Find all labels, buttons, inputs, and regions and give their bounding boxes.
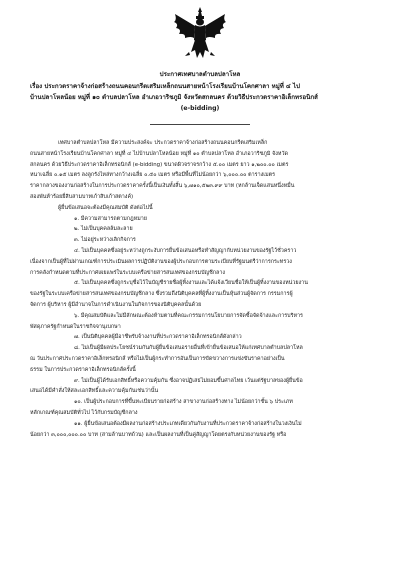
qualification-item: ๔. ไม่เป็นบุคคลซึ่งอยู่ระหว่างถูกระงับการยื่นข้อเสนอหรือทำสัญญากับหน่วยงานของรัฐไว้ชั่วคราว — [74, 247, 297, 254]
qualification-item: ๖. มีคุณสมบัติและไม่มีลักษณะต้องห้ามตามที่คณะกรรมการนโยบายการจัดซื้อจัดจ้างและการบริหาร — [74, 312, 303, 319]
qualification-item: ๒. ไม่เป็นบุคคลล้มละลาย — [74, 226, 133, 233]
body-line: การคลังกำหนดตามที่ประกาศเผยแพร่ในระบบเครือข่ายสารสนเทศของกรมบัญชีกลาง — [30, 269, 225, 276]
announcement-body — [30, 138, 372, 440]
subject-line: (e-bidding) — [180, 105, 220, 112]
body-line: ธรรม ในการประกวดราคาอิเล็กทรอนิกส์ครั้งนี้ — [30, 366, 136, 373]
body-line: สองพันห้าร้อยยี่สิบสามบาทเก้าสิบเก้าสตางค์) — [30, 193, 134, 200]
page-title: ประกาศเทศบาลตำบลปลาโหล — [159, 71, 241, 78]
garuda-emblem-icon — [171, 6, 229, 62]
body-line: เทศบาลตำบลปลาโหล มีความประสงค์จะ ประกวดราคาจ้างก่อสร้างถนนคอนกรีตเสริมเหล็ก — [58, 140, 268, 146]
qualification-item: ๗. เป็นนิติบุคคลผู้มีอาชีพรับจ้างงานที่ประกวดราคาอิเล็กทรอนิกส์ดังกล่าว — [74, 334, 242, 341]
body-line: หลักเกณฑ์คุณสมบัติทั่วไป ไว้กับกรมบัญชีกลาง — [30, 409, 138, 416]
body-line: เนื่องจากเป็นผู้ที่ไม่ผ่านเกณฑ์การประเมินผลการปฏิบัติงานของผู้ประกอบการตามระเบียบที่รัฐมนตรีว่าการกระทรวง — [30, 258, 292, 265]
qualification-item: ๓. ไม่อยู่ระหว่างเลิกกิจการ — [74, 237, 136, 244]
body-line: ณ วันประกาศประกวดราคาอิเล็กทรอนิกส์ หรือไม่เป็นผู้กระทำการอันเป็นการขัดขวางการแข่งขันราคาอย่างเป็น — [30, 355, 285, 362]
body-line: หนาเฉลี่ย ๐.๑๕ เมตร ลงลูกรังไหล่ทางกว้างเฉลี่ย ๐.๕๐ เมตร หรือมีพื้นที่ไม่น้อยกว่า ๖,๐๐๐.๐๐ ตารางเมตร — [30, 172, 276, 179]
body-line: เสนอได้มีคำสั่งให้สละเอกสิทธิ์และความคุ้มกันเช่นว่านั้น — [30, 388, 159, 395]
body-line: น้อยกว่า ๓,๐๐๐,๐๐๐.๐๐ บาท (สามล้านบาทถ้วน) และเป็นผลงานที่เป็นคู่สัญญาโดยตรงกับหน่วยงานของรัฐ หรือ — [30, 431, 287, 438]
announcement-subject — [30, 81, 370, 114]
body-line: ราคากลางของงานก่อสร้างในการประกวดราคาครั้งนี้เป็นเงินทั้งสิ้น ๖,๗๑๐,๕๒๓.๙๙ บาท (หกล้านเจ็ดแสนหนึ่งหมื่น — [30, 183, 295, 190]
qualification-item: ๕. ไม่เป็นบุคคลซึ่งถูกระบุชื่อไว้ในบัญชีรายชื่อผู้ทิ้งงานและได้แจ้งเวียนชื่อให้เป็นผู้ทิ้งงานของหน่วยงาน — [74, 280, 308, 287]
qualification-heading: ผู้ยื่นข้อเสนอจะต้องมีคุณสมบัติ ดังต่อไปนี้ — [58, 204, 153, 211]
qualification-item: ๙. ไม่เป็นผู้ได้รับเอกสิทธิ์หรือความคุ้มกัน ซึ่งอาจปฏิเสธไม่ยอมขึ้นศาลไทย เว้นแต่รัฐบาลของผู้ยื่นข้อ — [74, 377, 303, 384]
body-line: ของรัฐในระบบเครือข่ายสารสนเทศของกรมบัญชีกลาง ซึ่งรวมถึงนิติบุคคลที่ผู้ทิ้งงานเป็นหุ้นส่วนผู้จัดการ กรรมการผู้ — [30, 291, 293, 298]
body-line: พัสดุภาครัฐกำหนดในราชกิจจานุเบกษา — [30, 323, 121, 330]
subject-line: บ้านปลาโหลน้อย หมู่ที่ ๑๐ ตำบลปลาโหล อำเภอวาริชภูมิ จังหวัดสกลนคร ด้วยวิธีประกวดราคาอิเล็กทรอนิกส์ — [30, 94, 318, 101]
body-line: ถนนสายหน้าโรงเรียนบ้านโคกศาลา หมู่ที่ ๔ ไปบ้านปลาโหลน้อย หมู่ที่ ๑๐ ตำบลปลาโหล อำเภอวาริชภูมิ จังหวัด — [30, 150, 288, 157]
subject-line: เรื่อง ประกวดราคาจ้างก่อสร้างถนนคอนกรีตเสริมเหล็กถนนสายหน้าโรงเรียนบ้านโคกศาลา หมู่ที่ ๔ ไป — [30, 83, 300, 90]
divider — [150, 124, 250, 125]
body-line: จัดการ ผู้บริหาร ผู้มีอำนาจในการดำเนินงานในกิจการของนิติบุคคลนั้นด้วย — [30, 301, 202, 308]
qualification-item: ๘. ไม่เป็นผู้มีผลประโยชน์ร่วมกันกับผู้ยื่นข้อเสนอรายอื่นที่เข้ายื่นข้อเสนอให้แก่เทศบาลตำบลปลาโหล — [74, 345, 303, 352]
qualification-item: ๑๐. เป็นผู้ประกอบการที่ขึ้นทะเบียนรายก่อสร้าง สาขางานก่อสร้างทาง ไม่น้อยกว่าชั้น ๖ ประเภท — [74, 399, 293, 406]
body-line: สกลนคร ด้วยวิธีประกวดราคาอิเล็กทรอนิกส์ (e-bidding) ขนาดผิวจราจรกว้าง ๕.๐๐ เมตร ยาว ๑,๒๐๐.๐๐ เมตร — [30, 161, 289, 168]
qualification-item: ๑๑. ผู้ยื่นข้อเสนอต้องมีผลงานก่อสร้างประเภทเดียวกันกับงานที่ประกวดราคาจ้างก่อสร้างในวงเงินไม่ — [74, 420, 302, 427]
qualification-item: ๑. มีความสามารถตามกฎหมาย — [74, 215, 147, 222]
